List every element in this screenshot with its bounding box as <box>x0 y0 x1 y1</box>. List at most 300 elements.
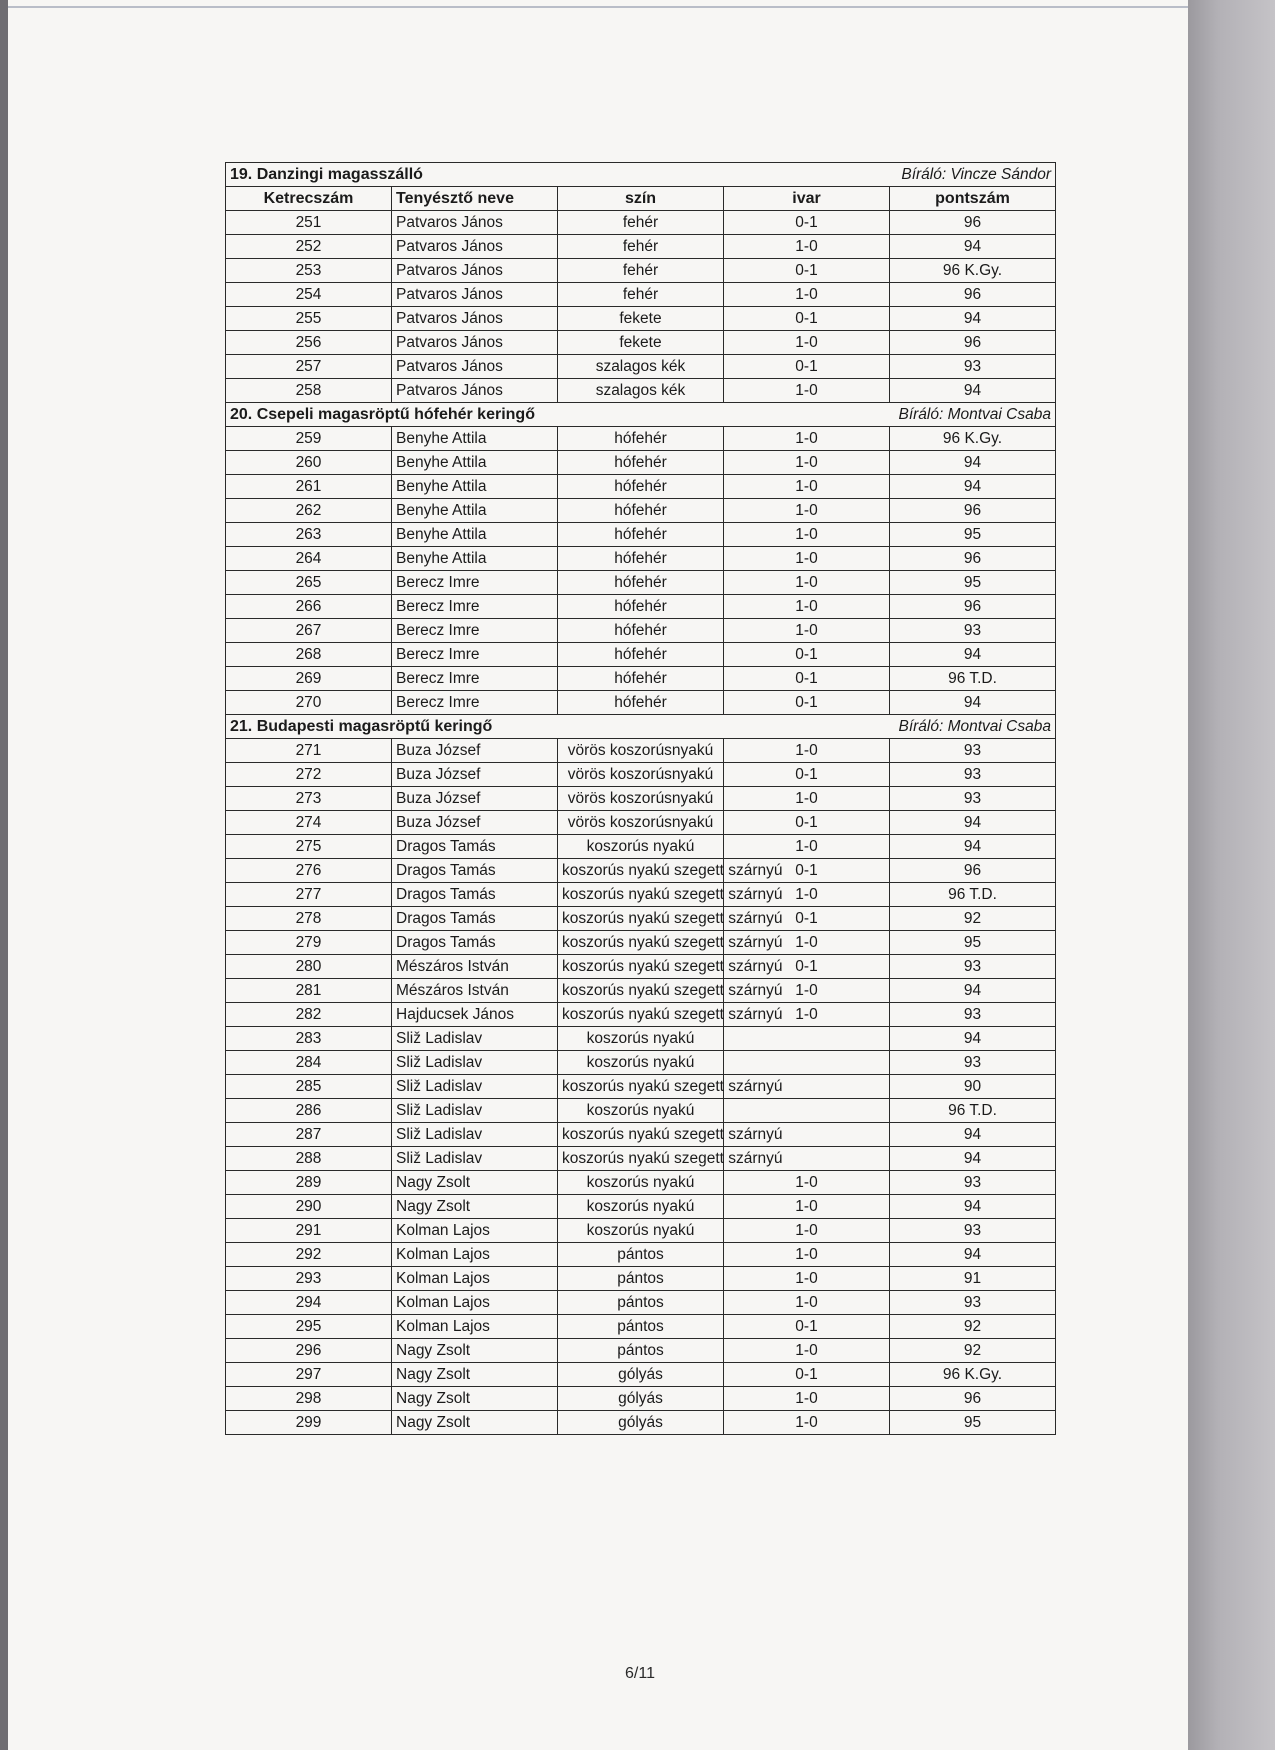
cell-tenyeszto: Benyhe Attila <box>392 475 558 499</box>
cell-ketrecszam: 279 <box>226 931 392 955</box>
cell-pontszam: 93 <box>890 1003 1056 1027</box>
cell-tenyeszto: Buza József <box>392 763 558 787</box>
cell-ketrecszam: 267 <box>226 619 392 643</box>
cell-szin: koszorús nyakú szegett szárnyú <box>558 1075 724 1099</box>
cell-tenyeszto: Dragos Tamás <box>392 835 558 859</box>
table-row <box>226 379 1056 403</box>
cell-tenyeszto: Patvaros János <box>392 379 558 403</box>
cell-ketrecszam: 252 <box>226 235 392 259</box>
cell-szin: hófehér <box>558 643 724 667</box>
table-row <box>226 211 1056 235</box>
cell-pontszam: 93 <box>890 955 1056 979</box>
table-row <box>226 1315 1056 1339</box>
cell-ketrecszam: 264 <box>226 547 392 571</box>
table-row <box>226 1099 1056 1123</box>
table-row <box>226 235 1056 259</box>
cell-szin: vörös koszorúsnyakú <box>558 763 724 787</box>
cell-pontszam: 93 <box>890 1051 1056 1075</box>
cell-ivar: 0-1 <box>724 355 890 379</box>
cell-szin: koszorús nyakú szegett szárnyú <box>558 859 724 883</box>
cell-tenyeszto: Dragos Tamás <box>392 859 558 883</box>
cell-pontszam: 96 <box>890 547 1056 571</box>
cell-szin: gólyás <box>558 1387 724 1411</box>
table-row <box>226 355 1056 379</box>
cell-szin: fehér <box>558 235 724 259</box>
table-row <box>226 955 1056 979</box>
cell-pontszam: 96 <box>890 499 1056 523</box>
cell-tenyeszto: Dragos Tamás <box>392 883 558 907</box>
cell-pontszam: 96 K.Gy. <box>890 427 1056 451</box>
cell-ivar: 1-0 <box>724 1267 890 1291</box>
section-judge: Bíráló: Montvai Csaba <box>724 403 1056 427</box>
cell-szin: koszorús nyakú <box>558 835 724 859</box>
cell-pontszam: 94 <box>890 379 1056 403</box>
section-header-row <box>226 403 1056 427</box>
cell-szin: vörös koszorúsnyakú <box>558 739 724 763</box>
cell-ivar: 0-1 <box>724 667 890 691</box>
cell-szin: hófehér <box>558 427 724 451</box>
cell-ketrecszam: 280 <box>226 955 392 979</box>
cell-pontszam: 90 <box>890 1075 1056 1099</box>
cell-szin: hófehér <box>558 523 724 547</box>
cell-pontszam: 96 K.Gy. <box>890 1363 1056 1387</box>
cell-tenyeszto: Benyhe Attila <box>392 451 558 475</box>
cell-pontszam: 94 <box>890 835 1056 859</box>
results-table-body <box>226 211 1056 1435</box>
table-row <box>226 1195 1056 1219</box>
cell-tenyeszto: Sliž Ladislav <box>392 1147 558 1171</box>
scan-right-shadow <box>1188 0 1275 1750</box>
cell-szin: fehér <box>558 211 724 235</box>
cell-szin: koszorús nyakú szegett szárnyú <box>558 907 724 931</box>
cell-szin: koszorús nyakú <box>558 1051 724 1075</box>
cell-pontszam: 96 <box>890 283 1056 307</box>
cell-ketrecszam: 282 <box>226 1003 392 1027</box>
cell-ketrecszam: 262 <box>226 499 392 523</box>
cell-szin: hófehér <box>558 667 724 691</box>
cell-tenyeszto: Nagy Zsolt <box>392 1363 558 1387</box>
cell-szin: gólyás <box>558 1411 724 1435</box>
cell-ivar: 1-0 <box>724 787 890 811</box>
cell-ketrecszam: 263 <box>226 523 392 547</box>
cell-pontszam: 94 <box>890 1123 1056 1147</box>
cell-ivar: 1-0 <box>724 571 890 595</box>
table-row <box>226 1267 1056 1291</box>
cell-ketrecszam: 287 <box>226 1123 392 1147</box>
cell-ivar: 0-1 <box>724 307 890 331</box>
table-row <box>226 859 1056 883</box>
column-header-tenyeszto: Tenyésztő neve <box>392 187 558 211</box>
cell-szin: koszorús nyakú <box>558 1099 724 1123</box>
table-row <box>226 1003 1056 1027</box>
table-row <box>226 667 1056 691</box>
cell-szin: koszorús nyakú szegett szárnyú <box>558 955 724 979</box>
cell-tenyeszto: Patvaros János <box>392 235 558 259</box>
cell-szin: szalagos kék <box>558 379 724 403</box>
cell-szin: fekete <box>558 307 724 331</box>
section-header-row <box>226 163 1056 187</box>
cell-tenyeszto: Hajducsek János <box>392 1003 558 1027</box>
table-row <box>226 1387 1056 1411</box>
cell-ivar: 1-0 <box>724 739 890 763</box>
table-row <box>226 307 1056 331</box>
cell-szin: hófehér <box>558 547 724 571</box>
cell-tenyeszto: Sliž Ladislav <box>392 1027 558 1051</box>
cell-szin: koszorús nyakú szegett szárnyú <box>558 883 724 907</box>
cell-ivar: 1-0 <box>724 1387 890 1411</box>
cell-szin: gólyás <box>558 1363 724 1387</box>
cell-ketrecszam: 299 <box>226 1411 392 1435</box>
cell-ketrecszam: 278 <box>226 907 392 931</box>
cell-ivar: 1-0 <box>724 1411 890 1435</box>
cell-ketrecszam: 261 <box>226 475 392 499</box>
cell-ketrecszam: 260 <box>226 451 392 475</box>
cell-szin: pántos <box>558 1339 724 1363</box>
cell-tenyeszto: Patvaros János <box>392 283 558 307</box>
cell-ivar: 1-0 <box>724 1291 890 1315</box>
cell-szin: szalagos kék <box>558 355 724 379</box>
cell-pontszam: 96 <box>890 211 1056 235</box>
table-row <box>226 547 1056 571</box>
cell-szin: pántos <box>558 1291 724 1315</box>
cell-ivar: 1-0 <box>724 1195 890 1219</box>
cell-pontszam: 94 <box>890 979 1056 1003</box>
cell-pontszam: 92 <box>890 1315 1056 1339</box>
table-row <box>226 1051 1056 1075</box>
cell-ivar <box>724 1027 890 1051</box>
cell-pontszam: 93 <box>890 619 1056 643</box>
cell-szin: hófehér <box>558 595 724 619</box>
cell-ketrecszam: 253 <box>226 259 392 283</box>
section-header-row <box>226 715 1056 739</box>
cell-ivar: 1-0 <box>724 475 890 499</box>
table-row <box>226 451 1056 475</box>
cell-ketrecszam: 288 <box>226 1147 392 1171</box>
cell-tenyeszto: Benyhe Attila <box>392 427 558 451</box>
cell-ketrecszam: 258 <box>226 379 392 403</box>
cell-ivar: 0-1 <box>724 643 890 667</box>
cell-pontszam: 93 <box>890 355 1056 379</box>
cell-ketrecszam: 274 <box>226 811 392 835</box>
column-header-szin: szín <box>558 187 724 211</box>
cell-tenyeszto: Patvaros János <box>392 211 558 235</box>
table-row <box>226 931 1056 955</box>
cell-szin: koszorús nyakú <box>558 1219 724 1243</box>
cell-ivar: 0-1 <box>724 955 890 979</box>
cell-pontszam: 93 <box>890 1291 1056 1315</box>
cell-pontszam: 95 <box>890 571 1056 595</box>
cell-ketrecszam: 254 <box>226 283 392 307</box>
table-row <box>226 787 1056 811</box>
table-row <box>226 523 1056 547</box>
table-row <box>226 1147 1056 1171</box>
table-row <box>226 283 1056 307</box>
table-row <box>226 691 1056 715</box>
cell-szin: pántos <box>558 1243 724 1267</box>
cell-ketrecszam: 289 <box>226 1171 392 1195</box>
cell-ketrecszam: 268 <box>226 643 392 667</box>
cell-tenyeszto: Berecz Imre <box>392 619 558 643</box>
cell-tenyeszto: Nagy Zsolt <box>392 1171 558 1195</box>
cell-tenyeszto: Berecz Imre <box>392 571 558 595</box>
cell-pontszam: 92 <box>890 1339 1056 1363</box>
cell-ketrecszam: 294 <box>226 1291 392 1315</box>
cell-ivar: 1-0 <box>724 1219 890 1243</box>
column-header-ketrecszam: Ketrecszám <box>226 187 392 211</box>
cell-ivar: 1-0 <box>724 235 890 259</box>
cell-szin: koszorús nyakú szegett szárnyú <box>558 931 724 955</box>
table-row <box>226 1363 1056 1387</box>
table-row <box>226 835 1056 859</box>
cell-ketrecszam: 256 <box>226 331 392 355</box>
cell-ketrecszam: 295 <box>226 1315 392 1339</box>
cell-ivar: 0-1 <box>724 1363 890 1387</box>
table-row <box>226 883 1056 907</box>
cell-ketrecszam: 298 <box>226 1387 392 1411</box>
cell-ketrecszam: 257 <box>226 355 392 379</box>
cell-tenyeszto: Benyhe Attila <box>392 499 558 523</box>
cell-pontszam: 95 <box>890 1411 1056 1435</box>
cell-tenyeszto: Sliž Ladislav <box>392 1099 558 1123</box>
cell-pontszam: 94 <box>890 451 1056 475</box>
column-header-pontszam: pontszám <box>890 187 1056 211</box>
cell-ivar: 1-0 <box>724 499 890 523</box>
cell-tenyeszto: Patvaros János <box>392 259 558 283</box>
cell-ivar: 1-0 <box>724 595 890 619</box>
cell-ketrecszam: 283 <box>226 1027 392 1051</box>
cell-tenyeszto: Sliž Ladislav <box>392 1123 558 1147</box>
cell-pontszam: 95 <box>890 523 1056 547</box>
cell-ivar: 1-0 <box>724 931 890 955</box>
table-row <box>226 979 1056 1003</box>
cell-ketrecszam: 276 <box>226 859 392 883</box>
cell-ketrecszam: 277 <box>226 883 392 907</box>
cell-ivar: 1-0 <box>724 979 890 1003</box>
cell-szin: hófehér <box>558 619 724 643</box>
cell-pontszam: 94 <box>890 475 1056 499</box>
cell-szin: hófehér <box>558 475 724 499</box>
cell-pontszam: 96 T.D. <box>890 667 1056 691</box>
table-row <box>226 1243 1056 1267</box>
cell-ketrecszam: 284 <box>226 1051 392 1075</box>
cell-tenyeszto: Benyhe Attila <box>392 523 558 547</box>
cell-ivar: 1-0 <box>724 379 890 403</box>
cell-pontszam: 96 <box>890 595 1056 619</box>
cell-pontszam: 94 <box>890 307 1056 331</box>
table-row <box>226 1123 1056 1147</box>
cell-tenyeszto: Berecz Imre <box>392 643 558 667</box>
cell-pontszam: 94 <box>890 1243 1056 1267</box>
table-row <box>226 595 1056 619</box>
cell-szin: koszorús nyakú szegett szárnyú <box>558 979 724 1003</box>
page-number: 6/11 <box>625 1665 655 1682</box>
cell-pontszam: 93 <box>890 1171 1056 1195</box>
cell-pontszam: 94 <box>890 811 1056 835</box>
table-row <box>226 1219 1056 1243</box>
cell-ivar: 0-1 <box>724 691 890 715</box>
cell-ketrecszam: 297 <box>226 1363 392 1387</box>
cell-tenyeszto: Dragos Tamás <box>392 931 558 955</box>
cell-ketrecszam: 291 <box>226 1219 392 1243</box>
cell-ivar: 1-0 <box>724 523 890 547</box>
cell-tenyeszto: Kolman Lajos <box>392 1291 558 1315</box>
cell-tenyeszto: Patvaros János <box>392 331 558 355</box>
cell-pontszam: 93 <box>890 763 1056 787</box>
cell-szin: pántos <box>558 1267 724 1291</box>
cell-pontszam: 96 <box>890 859 1056 883</box>
cell-tenyeszto: Buza József <box>392 811 558 835</box>
cell-szin: koszorús nyakú szegett szárnyú <box>558 1003 724 1027</box>
column-header-ivar: ivar <box>724 187 890 211</box>
cell-szin: vörös koszorúsnyakú <box>558 811 724 835</box>
cell-pontszam: 96 T.D. <box>890 1099 1056 1123</box>
column-header-row <box>226 187 1056 211</box>
cell-tenyeszto: Nagy Zsolt <box>392 1195 558 1219</box>
cell-ketrecszam: 285 <box>226 1075 392 1099</box>
cell-ketrecszam: 272 <box>226 763 392 787</box>
cell-tenyeszto: Buza József <box>392 739 558 763</box>
cell-szin: pántos <box>558 1315 724 1339</box>
cell-ivar <box>724 1099 890 1123</box>
cell-pontszam: 94 <box>890 235 1056 259</box>
table-row <box>226 1411 1056 1435</box>
cell-szin: koszorús nyakú szegett szárnyú <box>558 1123 724 1147</box>
table-row <box>226 1171 1056 1195</box>
cell-ivar: 1-0 <box>724 1003 890 1027</box>
cell-tenyeszto: Mészáros István <box>392 979 558 1003</box>
cell-szin: hófehér <box>558 451 724 475</box>
cell-ivar: 0-1 <box>724 1315 890 1339</box>
cell-szin: koszorús nyakú <box>558 1195 724 1219</box>
table-row <box>226 763 1056 787</box>
cell-pontszam: 94 <box>890 643 1056 667</box>
cell-ivar: 0-1 <box>724 763 890 787</box>
cell-ivar: 1-0 <box>724 451 890 475</box>
cell-ketrecszam: 292 <box>226 1243 392 1267</box>
cell-ivar: 1-0 <box>724 883 890 907</box>
cell-pontszam: 96 <box>890 1387 1056 1411</box>
cell-ketrecszam: 255 <box>226 307 392 331</box>
cell-tenyeszto: Mészáros István <box>392 955 558 979</box>
cell-szin: fekete <box>558 331 724 355</box>
cell-tenyeszto: Kolman Lajos <box>392 1243 558 1267</box>
section-judge: Bíráló: Montvai Csaba <box>724 715 1056 739</box>
cell-tenyeszto: Kolman Lajos <box>392 1315 558 1339</box>
cell-ivar: 1-0 <box>724 1339 890 1363</box>
cell-pontszam: 94 <box>890 691 1056 715</box>
cell-pontszam: 94 <box>890 1027 1056 1051</box>
cell-pontszam: 95 <box>890 931 1056 955</box>
cell-tenyeszto: Dragos Tamás <box>392 907 558 931</box>
cell-ivar: 1-0 <box>724 427 890 451</box>
cell-szin: fehér <box>558 283 724 307</box>
cell-szin: vörös koszorúsnyakú <box>558 787 724 811</box>
cell-tenyeszto: Patvaros János <box>392 355 558 379</box>
cell-pontszam: 94 <box>890 1147 1056 1171</box>
cell-pontszam: 94 <box>890 1195 1056 1219</box>
cell-pontszam: 93 <box>890 739 1056 763</box>
cell-ivar: 1-0 <box>724 1243 890 1267</box>
cell-ketrecszam: 296 <box>226 1339 392 1363</box>
cell-pontszam: 96 T.D. <box>890 883 1056 907</box>
cell-tenyeszto: Berecz Imre <box>392 595 558 619</box>
cell-ketrecszam: 273 <box>226 787 392 811</box>
cell-ivar: 1-0 <box>724 835 890 859</box>
table-row <box>226 907 1056 931</box>
table-row <box>226 259 1056 283</box>
cell-szin: koszorús nyakú <box>558 1027 724 1051</box>
cell-tenyeszto: Berecz Imre <box>392 667 558 691</box>
cell-tenyeszto: Sliž Ladislav <box>392 1051 558 1075</box>
cell-ketrecszam: 290 <box>226 1195 392 1219</box>
cell-pontszam: 96 K.Gy. <box>890 259 1056 283</box>
table-row <box>226 1339 1056 1363</box>
section-judge: Bíráló: Vincze Sándor <box>724 163 1056 187</box>
cell-tenyeszto: Nagy Zsolt <box>392 1339 558 1363</box>
cell-szin: koszorús nyakú szegett szárnyú <box>558 1147 724 1171</box>
cell-pontszam: 96 <box>890 331 1056 355</box>
section-title: 20. Csepeli magasröptű hófehér keringő <box>226 403 724 427</box>
cell-ivar: 0-1 <box>724 907 890 931</box>
cell-ketrecszam: 265 <box>226 571 392 595</box>
cell-ketrecszam: 286 <box>226 1099 392 1123</box>
cell-tenyeszto: Benyhe Attila <box>392 547 558 571</box>
cell-tenyeszto: Kolman Lajos <box>392 1267 558 1291</box>
table-row <box>226 1291 1056 1315</box>
cell-ivar <box>724 1051 890 1075</box>
results-table <box>225 162 1056 1435</box>
cell-ivar: 1-0 <box>724 547 890 571</box>
table-row <box>226 1027 1056 1051</box>
cell-ketrecszam: 281 <box>226 979 392 1003</box>
cell-ivar: 0-1 <box>724 811 890 835</box>
cell-ivar: 0-1 <box>724 859 890 883</box>
cell-ivar: 1-0 <box>724 283 890 307</box>
table-row <box>226 811 1056 835</box>
section-title: 21. Budapesti magasröptű keringő <box>226 715 724 739</box>
table-row <box>226 619 1056 643</box>
cell-tenyeszto: Nagy Zsolt <box>392 1411 558 1435</box>
cell-pontszam: 91 <box>890 1267 1056 1291</box>
section-title: 19. Danzingi magasszálló <box>226 163 724 187</box>
cell-szin: hófehér <box>558 571 724 595</box>
cell-szin: hófehér <box>558 499 724 523</box>
cell-ivar: 1-0 <box>724 619 890 643</box>
cell-ivar: 0-1 <box>724 211 890 235</box>
cell-ivar: 0-1 <box>724 259 890 283</box>
cell-pontszam: 93 <box>890 1219 1056 1243</box>
cell-ketrecszam: 251 <box>226 211 392 235</box>
cell-tenyeszto: Sliž Ladislav <box>392 1075 558 1099</box>
cell-tenyeszto: Kolman Lajos <box>392 1219 558 1243</box>
cell-ivar: 1-0 <box>724 1171 890 1195</box>
table-row <box>226 1075 1056 1099</box>
cell-szin: koszorús nyakú <box>558 1171 724 1195</box>
cell-ivar: 1-0 <box>724 331 890 355</box>
cell-szin: fehér <box>558 259 724 283</box>
cell-ketrecszam: 275 <box>226 835 392 859</box>
scan-left-edge <box>0 0 8 1750</box>
table-row <box>226 427 1056 451</box>
cell-ketrecszam: 266 <box>226 595 392 619</box>
cell-ketrecszam: 271 <box>226 739 392 763</box>
table-row <box>226 475 1056 499</box>
table-row <box>226 643 1056 667</box>
cell-pontszam: 92 <box>890 907 1056 931</box>
cell-szin: hófehér <box>558 691 724 715</box>
table-row <box>226 571 1056 595</box>
table-row <box>226 331 1056 355</box>
